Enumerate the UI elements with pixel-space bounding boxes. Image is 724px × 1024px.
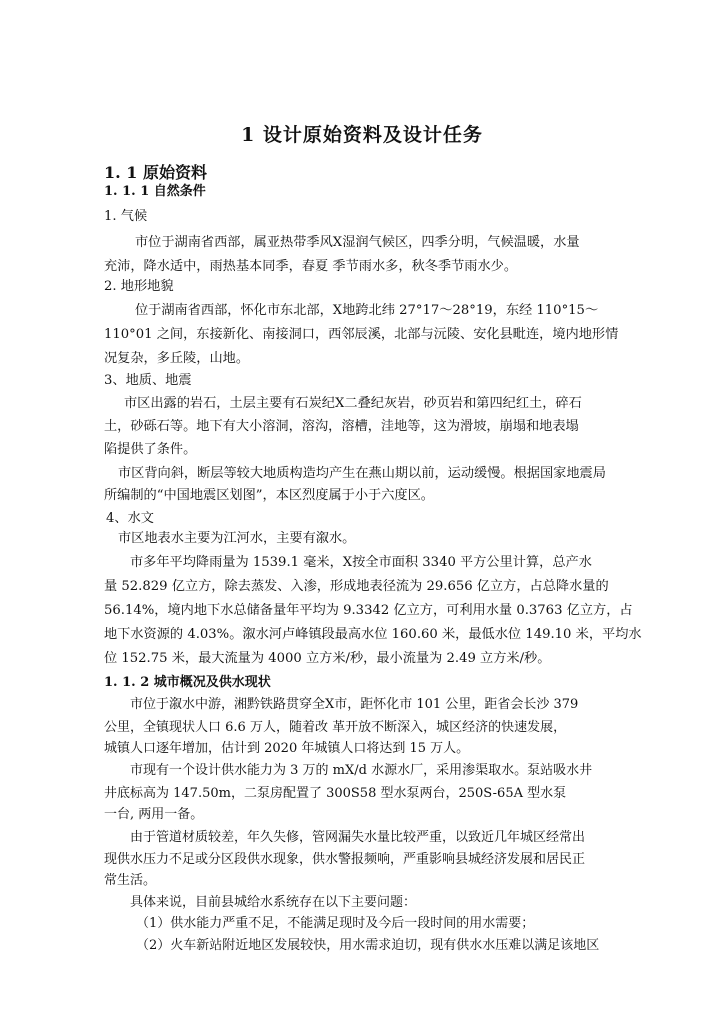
city-line: 现供水压力不足或分区段供水现象，供水警报频响，严重影响县城经济发展和居民正	[104, 852, 586, 867]
geology-line: 陷提供了条件。	[104, 442, 197, 457]
terrain-line: 110°01 之间，东接新化、南接洞口，西邻辰溪，北部与沅陵、安化县毗连，境内地形情	[104, 327, 619, 342]
hydrology-heading: 4、水文	[106, 511, 154, 526]
geology-line: 市区背向斜，断层等较大地质构造均产生在燕山期以前，运动缓慢。根据国家地震局	[118, 466, 606, 481]
subsection-heading-city: 1. 1. 2 城市概况及供水现状	[104, 675, 271, 690]
city-line: 城镇人口逐年增加，估计到 2020 年城镇人口将达到 15 万人。	[104, 741, 470, 756]
section-heading: 1. 1 原始资料	[104, 163, 207, 182]
hydrology-line: 市区地表水主要为江河水，主要有溆水。	[118, 531, 356, 546]
city-line: 常生活。	[104, 873, 157, 888]
city-line: 公里，全镇现状人口 6.6 万人，随着改 革开放不断深入，城区经济的快速发展，	[104, 720, 567, 735]
city-line: 井底标高为 147.50m，二泵房配置了 300S58 型水泵两台，250S-65A 型水泵	[104, 786, 567, 801]
city-line: （1）供水能力严重不足，不能满足现时及今后一段时间的用水需要；	[136, 916, 535, 931]
city-line: 具体来说，目前县城给水系统存在以下主要问题：	[130, 895, 417, 910]
terrain-line: 况复杂，多丘陵，山地。	[104, 351, 250, 366]
terrain-line: 位于湖南省西部，怀化市东北部，Ⅹ地跨北纬 27°17～28°19，东经 110°15～	[135, 303, 599, 318]
climate-line: 充沛，降水适中，雨热基本同季，春夏 季节雨水多，秋冬季节雨水少。	[104, 259, 518, 274]
climate-line: 市位于湖南省西部，属亚热带季风Ⅹ湿润气候区，四季分明，气候温暖，水量	[135, 235, 580, 250]
subsection-heading-natural: 1. 1. 1 自然条件	[104, 184, 206, 199]
hydrology-line: 地下水资源的 4.03%。溆水河卢峰镇段最高水位 160.60 米，最低水位 149.10 米，平均水	[104, 627, 642, 642]
city-line: （2）火车新站附近地区发展较快，用水需求迫切，现有供水水压难以满足该地区	[136, 938, 600, 953]
chapter-title: 1 设计原始资料及设计任务	[241, 124, 483, 146]
geology-line: 市区出露的岩石，土层主要有石炭纪Ⅹ二叠纪灰岩，砂页岩和第四纪红土，碎石	[124, 396, 582, 411]
city-line: 市位于溆水中游，湘黔铁路贯穿全Ⅹ市，距怀化市 101 公里，距省会长沙 379	[130, 697, 579, 712]
climate-heading: 1. 气候	[104, 209, 148, 224]
geology-heading: 3、地质、地震	[104, 373, 192, 388]
hydrology-line: 56.14%，境内地下水总储备量年平均为 9.3342 亿立方，可利用水量 0.3763 亿立方，占	[104, 603, 633, 618]
geology-line: 土，砂砾石等。地下有大小溶洞，溶沟，溶槽，洼地等，这为滑坡，崩塌和地表塌	[104, 419, 579, 434]
geology-line: 所编制的“中国地震区划图”，本区烈度属于小于六度区。	[104, 488, 434, 503]
hydrology-line: 位 152.75 米，最大流量为 4000 立方米/秒，最小流量为 2.49 立方米/秒。	[104, 651, 551, 666]
city-line: 市现有一个设计供水能力为 3 万的 mⅩ/d 水源水厂，采用渗渠取水。泵站吸水井	[130, 763, 593, 778]
city-line: 一台, 两用一备。	[104, 807, 204, 822]
hydrology-line: 量 52.829 亿立方，除去蒸发、入渗，形成地表径流为 29.656 亿立方，占总降水量的	[104, 579, 609, 594]
terrain-heading: 2. 地形地貌	[104, 279, 174, 294]
hydrology-line: 市多年平均降雨量为 1539.1 毫米，Ⅹ按全市面积 3340 平方公里计算，总产水	[130, 555, 592, 570]
city-line: 由于管道材质较差，年久失修，管网漏失水量比较严重，以致近几年城区经常出	[130, 830, 586, 845]
